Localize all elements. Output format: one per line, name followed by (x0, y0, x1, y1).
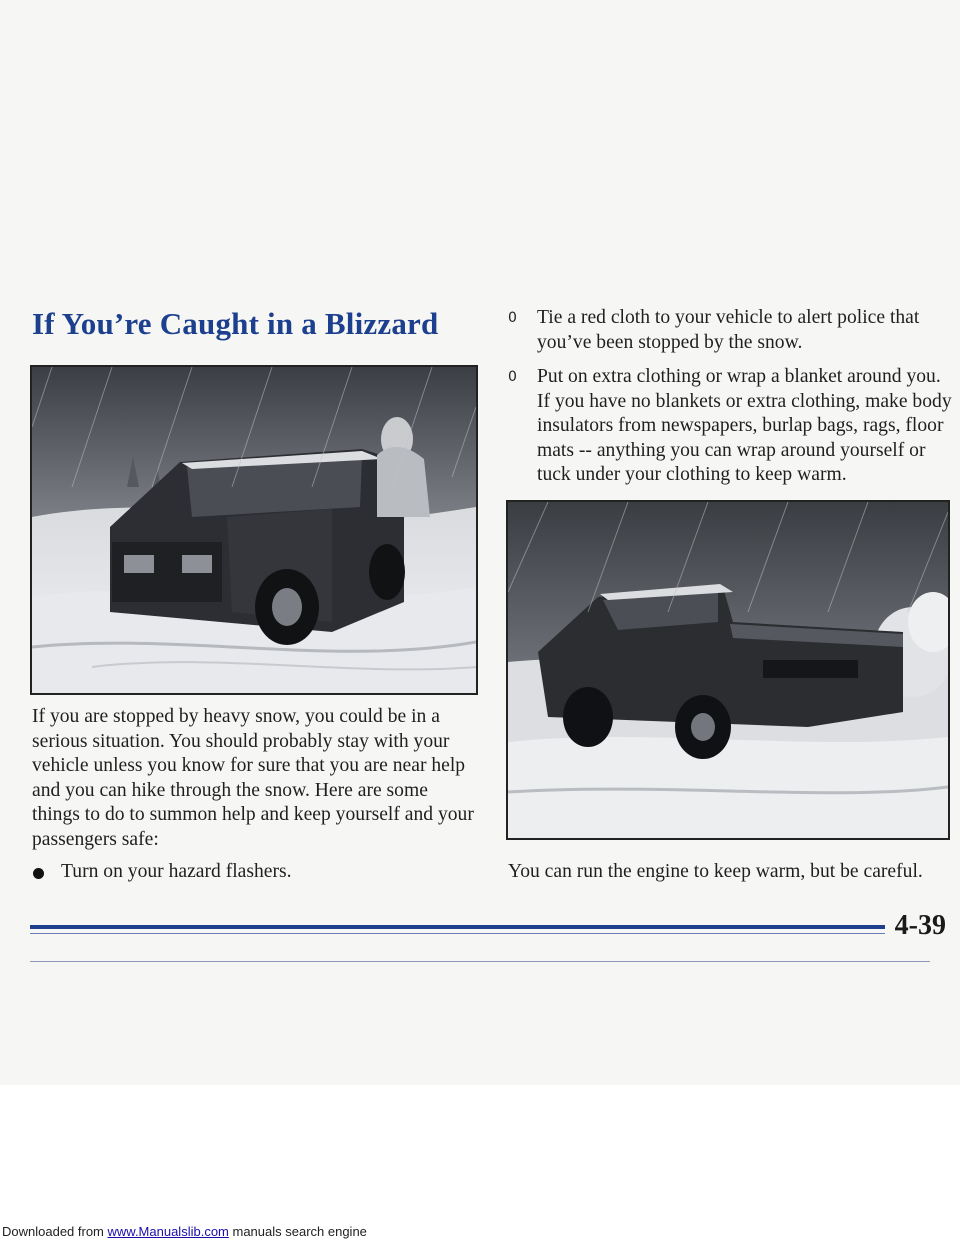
closing-paragraph: You can run the engine to keep warm, but be careful. (508, 861, 923, 882)
bullet-clothing-text: Put on extra clothing or wrap a blanket around you. If you have no blankets or extra clothing, make body insulators from newspapers, burlap bags, rags, floor mats -- anything you can wrap around yourself or tuck under your clothing to keep warm. (537, 366, 952, 486)
truck-in-snow-drawing (508, 502, 948, 838)
bullet-marker: 0 (508, 310, 517, 326)
van-in-snow-illustration (30, 365, 478, 695)
page-title: If You’re Caught in a Blizzard (32, 306, 439, 341)
truck-in-snow-illustration (506, 500, 950, 840)
bullet-red-cloth (508, 306, 953, 356)
intro-paragraph: If you are stopped by heavy snow, you could be in a serious situation. You should probably stay with your vehicle unless you know for sure that you are near help and you can hike through the snow. Here are some things to do to summon help and keep yourself and your passengers safe: (32, 706, 474, 850)
van-in-snow-drawing (32, 367, 476, 693)
bullet-hazard-flashers (32, 860, 482, 886)
divider-rule-thin (30, 933, 930, 934)
bullet-extra-clothing (508, 365, 953, 486)
divider-rule-lower (30, 961, 930, 962)
bullet-marker: 0 (508, 369, 517, 385)
footer-prefix: Downloaded from (2, 1224, 108, 1239)
bullet-red-cloth-text: Tie a red cloth to your vehicle to alert police that you’ve been stopped by the snow. (537, 307, 920, 353)
download-footer (2, 1224, 367, 1239)
page-number: 4-39 (885, 910, 946, 942)
footer-suffix: manuals search engine (228, 1224, 367, 1239)
divider-rule (30, 925, 930, 929)
footer-link[interactable]: www.Manualslib.com (107, 1224, 229, 1239)
bullet-hazard-text: Turn on your hazard flashers. (61, 861, 292, 882)
